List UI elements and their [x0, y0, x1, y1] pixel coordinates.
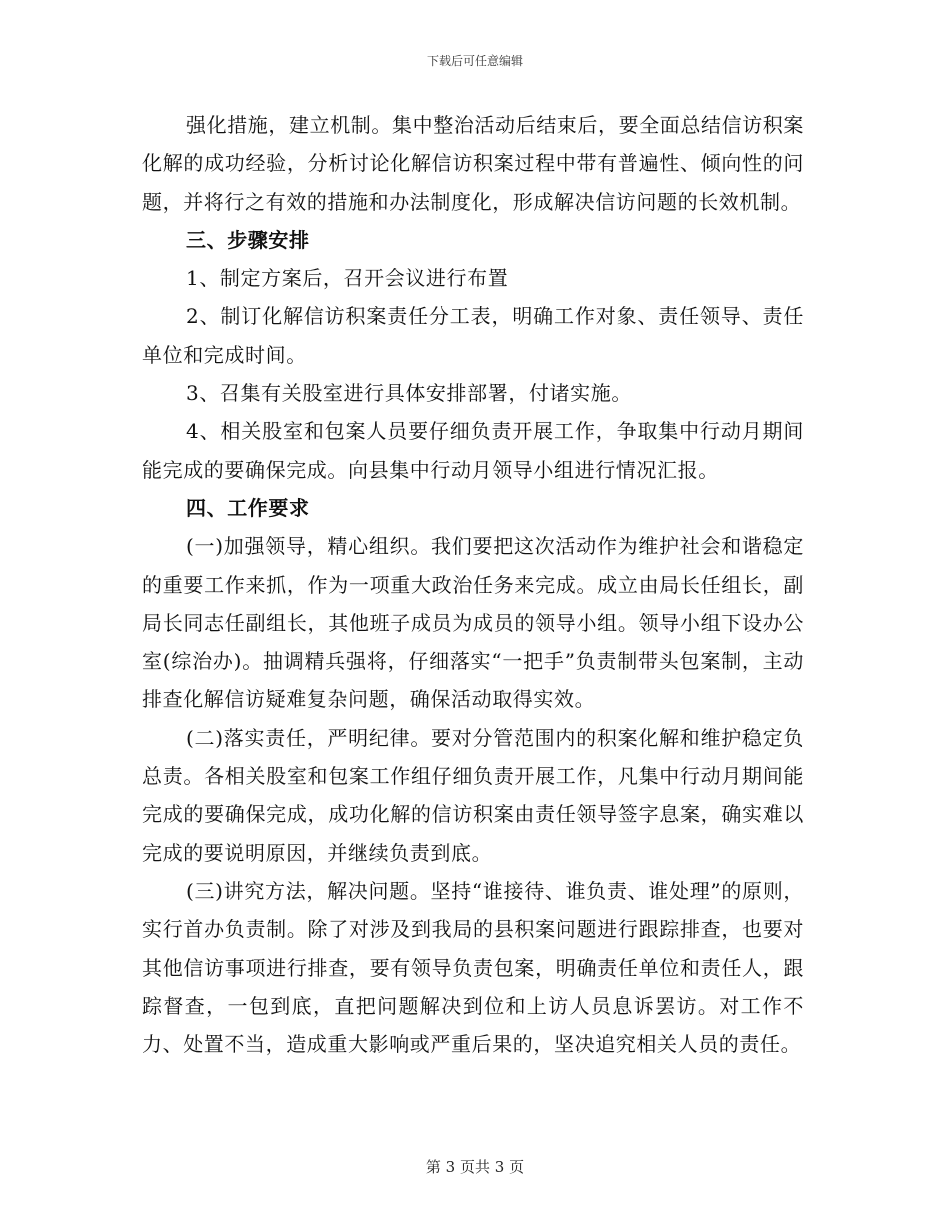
- document-body: [142, 106, 804, 1063]
- requirement-item-3: (三)讲究方法，解决问题。坚持“谁接待、谁负责、谁处理”的原则，实行首办负责制。除了对涉及到我局的县积案问题进行跟踪排查，也要对其他信访事项进行排查，要有领导负责包案，明确责任单位和责任人，跟踪督查，一包到底，直把问题解决到位和上访人员息诉罢访。对工作不力、处置不当，造成重大影响或严重后果的，坚决追究相关人员的责任。: [142, 878, 804, 1057]
- step-item-3: 3、召集有关股室进行具体安排部署，付诸实施。: [186, 381, 632, 406]
- step-item-2: 2、制订化解信访积案责任分工表，明确工作对象、责任领导、责任单位和完成时间。: [142, 304, 804, 367]
- page-header: 下载后可任意编辑: [426, 54, 523, 68]
- page-number-footer: 第 3 页共 3 页: [425, 1158, 525, 1176]
- step-item-1: 1、制定方案后，召开会议进行布置: [186, 266, 509, 291]
- requirement-item-1: (一)加强领导，精心组织。我们要把这次活动作为维护社会和谐稳定的重要工作来抓，作为一项重大政治任务来完成。成立由局长任组长，副局长同志任副组长，其他班子成员为成员的领导小组。领导小组下设办公室(综治办)。抽调精兵强将，仔细落实“一把手”负责制带头包案制，主动排查化解信访疑难复杂问题，确保活动取得实效。: [142, 534, 804, 712]
- step-item-4: 4、相关股室和包案人员要仔细负责开展工作，争取集中行动月期间能完成的要确保完成。向县集中行动月领导小组进行情况汇报。: [142, 419, 804, 482]
- section-heading-steps: 三、步骤安排: [186, 227, 310, 252]
- paragraph-measures: 强化措施，建立机制。集中整治活动后结束后，要全面总结信访积案化解的成功经验，分析讨论化解信访积案过程中带有普遍性、倾向性的问题，并将行之有效的措施和办法制度化，形成解决信访问题的长效机制。: [142, 113, 804, 214]
- section-heading-requirements: 四、工作要求: [186, 495, 310, 520]
- requirement-item-2: (二)落实责任，严明纪律。要对分管范围内的积案化解和维护稳定负总责。各相关股室和包案工作组仔细负责开展工作，凡集中行动月期间能完成的要确保完成，成功化解的信访积案由责任领导签字息案，确实难以完成的要说明原因，并继续负责到底。: [142, 725, 804, 865]
